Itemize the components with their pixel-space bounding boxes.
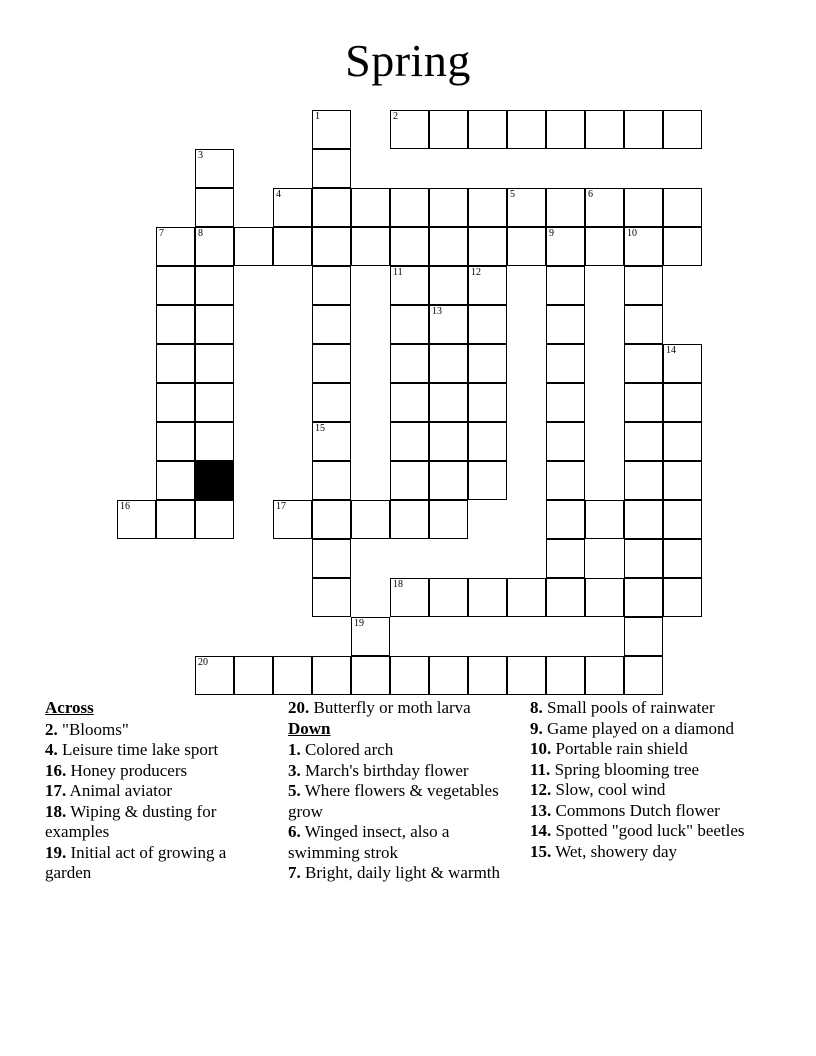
clue-text: Wet, showery day — [551, 841, 678, 861]
grid-cell[interactable] — [351, 188, 390, 227]
grid-cell-number: 9 — [549, 228, 554, 239]
grid-cell[interactable] — [429, 227, 468, 266]
clue-number: 7. — [288, 863, 301, 882]
clue-item — [530, 760, 780, 781]
clue-text: Butterfly or moth larva — [309, 698, 471, 717]
grid-cell[interactable] — [546, 656, 585, 695]
grid-cell[interactable] — [312, 344, 351, 383]
grid-cell[interactable] — [468, 422, 507, 461]
grid-cell[interactable] — [429, 422, 468, 461]
grid-cell[interactable] — [390, 578, 429, 617]
grid-cell[interactable] — [390, 110, 429, 149]
grid-cell[interactable] — [312, 461, 351, 500]
clue-text: Winged insect, also a swimming strok — [288, 822, 450, 862]
grid-cell[interactable] — [546, 227, 585, 266]
grid-cell[interactable] — [585, 188, 624, 227]
clue-item — [288, 822, 518, 863]
grid-cell[interactable] — [663, 227, 702, 266]
grid-cell[interactable] — [663, 461, 702, 500]
grid-cell-number: 17 — [276, 501, 286, 512]
clue-text: Spotted "good luck" beetles — [551, 821, 745, 840]
clue-number: 18. — [45, 801, 67, 821]
clue-number: 8. — [530, 698, 543, 717]
clue-item — [288, 740, 518, 761]
grid-cell[interactable] — [390, 422, 429, 461]
grid-cell[interactable] — [234, 656, 273, 695]
clue-item — [288, 781, 518, 822]
clue-number: 15. — [530, 841, 552, 861]
grid-cell[interactable] — [663, 578, 702, 617]
grid-cell[interactable] — [624, 617, 663, 656]
grid-cell[interactable] — [546, 110, 585, 149]
grid-cell[interactable] — [195, 422, 234, 461]
clue-number: 4. — [45, 740, 58, 759]
grid-cell[interactable] — [546, 344, 585, 383]
grid-cell[interactable] — [468, 188, 507, 227]
grid-cell[interactable] — [156, 461, 195, 500]
clue-text: Bright, daily light & warmth — [300, 863, 501, 882]
grid-cell[interactable] — [312, 383, 351, 422]
clue-text: Honey producers — [66, 760, 188, 780]
grid-cell-number: 14 — [666, 345, 676, 356]
clue-number: 3. — [288, 760, 301, 780]
grid-cell[interactable] — [234, 227, 273, 266]
grid-cell[interactable] — [624, 539, 663, 578]
grid-cell[interactable] — [429, 344, 468, 383]
grid-cell[interactable] — [273, 227, 312, 266]
grid-cell[interactable] — [468, 266, 507, 305]
grid-cell[interactable] — [546, 383, 585, 422]
clue-number: 9. — [530, 718, 543, 738]
clue-text: Colored arch — [300, 740, 394, 759]
grid-cell[interactable] — [312, 266, 351, 305]
clue-text: Portable rain shield — [551, 739, 688, 758]
grid-cell[interactable] — [468, 656, 507, 695]
clue-item — [530, 821, 780, 842]
clue-text: Small pools of rainwater — [542, 698, 715, 717]
grid-cell[interactable] — [390, 383, 429, 422]
grid-cell[interactable] — [546, 422, 585, 461]
clue-item — [45, 843, 275, 884]
clue-text: Initial act of growing a garden — [45, 842, 227, 882]
grid-cell[interactable] — [429, 110, 468, 149]
grid-cell[interactable] — [312, 110, 351, 149]
grid-cell[interactable] — [156, 266, 195, 305]
grid-cell[interactable] — [546, 500, 585, 539]
clue-number: 11. — [530, 759, 551, 779]
grid-cell[interactable] — [429, 461, 468, 500]
clue-item — [45, 761, 275, 782]
clues-column-2 — [288, 698, 518, 884]
grid-cell[interactable] — [624, 305, 663, 344]
grid-cell[interactable] — [468, 305, 507, 344]
grid-cell-number: 2 — [393, 111, 398, 122]
clue-number: 19. — [45, 842, 67, 862]
grid-cell-number: 6 — [588, 189, 593, 200]
grid-cell[interactable] — [351, 617, 390, 656]
grid-cell[interactable] — [624, 188, 663, 227]
grid-cell[interactable] — [468, 110, 507, 149]
grid-cell-number: 13 — [432, 306, 442, 317]
grid-cell-number: 12 — [471, 267, 481, 278]
clue-item — [530, 842, 780, 863]
grid-cell[interactable] — [390, 227, 429, 266]
grid-cell[interactable] — [663, 500, 702, 539]
grid-cell[interactable] — [312, 149, 351, 188]
grid-cell[interactable] — [273, 188, 312, 227]
grid-cell[interactable] — [585, 227, 624, 266]
grid-cell[interactable] — [195, 656, 234, 695]
grid-cell[interactable] — [624, 227, 663, 266]
grid-cell[interactable] — [663, 344, 702, 383]
clue-text: Spring blooming tree — [550, 759, 700, 779]
grid-cell[interactable] — [195, 149, 234, 188]
grid-cell[interactable] — [585, 500, 624, 539]
grid-cell[interactable] — [195, 266, 234, 305]
clue-number: 20. — [288, 698, 310, 717]
grid-cell[interactable] — [390, 266, 429, 305]
grid-cell[interactable] — [156, 422, 195, 461]
clue-text: March's birthday flower — [300, 760, 469, 780]
grid-cell[interactable] — [507, 227, 546, 266]
grid-cell-number: 15 — [315, 423, 325, 434]
grid-cell[interactable] — [624, 383, 663, 422]
grid-cell[interactable] — [312, 500, 351, 539]
grid-cell[interactable] — [273, 500, 312, 539]
clue-number: 6. — [288, 822, 301, 841]
grid-cell[interactable] — [624, 578, 663, 617]
grid-cell[interactable] — [429, 266, 468, 305]
clue-item — [288, 698, 518, 719]
clues-area — [0, 698, 816, 1028]
grid-cell[interactable] — [351, 227, 390, 266]
clue-item — [45, 802, 275, 843]
grid-cell[interactable] — [390, 500, 429, 539]
grid-cell[interactable] — [624, 461, 663, 500]
clue-text: Slow, cool wind — [551, 780, 666, 799]
grid-cell[interactable] — [117, 500, 156, 539]
clue-item — [530, 780, 780, 801]
grid-cell[interactable] — [429, 188, 468, 227]
clue-item — [45, 740, 275, 761]
grid-cell[interactable] — [546, 188, 585, 227]
grid-cell-number: 1 — [315, 111, 320, 122]
clue-item — [45, 720, 275, 741]
clue-number: 5. — [288, 781, 301, 800]
clue-text: Leisure time lake sport — [57, 740, 219, 759]
grid-cell[interactable] — [390, 461, 429, 500]
grid-cell[interactable] — [429, 383, 468, 422]
grid-cell[interactable] — [663, 188, 702, 227]
clues-section-heading: Across — [45, 698, 94, 717]
grid-cell[interactable] — [312, 305, 351, 344]
grid-cell[interactable] — [585, 656, 624, 695]
clue-text: Game played on a diamond — [542, 718, 734, 738]
clue-item — [288, 863, 518, 884]
clue-number: 17. — [45, 781, 67, 800]
clues-column-3 — [530, 698, 780, 862]
grid-cell[interactable] — [663, 422, 702, 461]
grid-cell[interactable] — [468, 227, 507, 266]
grid-cell[interactable] — [546, 578, 585, 617]
grid-cell[interactable] — [312, 539, 351, 578]
clue-number: 12. — [530, 780, 552, 799]
clues-section-heading: Down — [288, 718, 331, 738]
grid-cell[interactable] — [624, 422, 663, 461]
grid-cell[interactable] — [507, 656, 546, 695]
grid-cell-number: 16 — [120, 501, 130, 512]
crossword-grid[interactable] — [0, 104, 816, 704]
grid-cell[interactable] — [585, 578, 624, 617]
grid-cell[interactable] — [546, 461, 585, 500]
grid-cell[interactable] — [312, 422, 351, 461]
clue-text: "Blooms" — [57, 719, 129, 739]
grid-cell[interactable] — [507, 578, 546, 617]
grid-cell[interactable] — [429, 305, 468, 344]
clue-item — [530, 719, 780, 740]
grid-cell-number: 5 — [510, 189, 515, 200]
grid-cell[interactable] — [468, 383, 507, 422]
grid-cell[interactable] — [429, 578, 468, 617]
grid-cell[interactable] — [312, 656, 351, 695]
grid-cell[interactable] — [195, 188, 234, 227]
grid-cell[interactable] — [468, 344, 507, 383]
clue-number: 13. — [530, 800, 552, 820]
grid-cell[interactable] — [624, 656, 663, 695]
grid-cell[interactable] — [468, 578, 507, 617]
grid-cell-number: 8 — [198, 228, 203, 239]
grid-cell-number: 20 — [198, 657, 208, 668]
grid-cell[interactable] — [351, 500, 390, 539]
clue-text: Commons Dutch flower — [551, 800, 720, 820]
grid-cell[interactable] — [624, 110, 663, 149]
grid-cell[interactable] — [195, 305, 234, 344]
grid-cell-number: 7 — [159, 228, 164, 239]
clues-column-1 — [45, 698, 275, 884]
grid-cell[interactable] — [273, 656, 312, 695]
clue-item — [45, 781, 275, 802]
grid-cell[interactable] — [195, 500, 234, 539]
grid-cell[interactable] — [156, 500, 195, 539]
grid-cell[interactable] — [546, 539, 585, 578]
clue-text: Animal aviator — [66, 781, 173, 800]
grid-cell-number: 11 — [393, 267, 403, 278]
page-title: Spring — [345, 35, 471, 86]
clue-text: Wiping & dusting for examples — [45, 801, 217, 841]
clue-number: 1. — [288, 740, 301, 759]
grid-cell[interactable] — [585, 110, 624, 149]
grid-cell[interactable] — [624, 500, 663, 539]
clue-number: 2. — [45, 719, 58, 739]
grid-cell[interactable] — [429, 500, 468, 539]
grid-cell[interactable] — [312, 227, 351, 266]
clue-text: Where flowers & vegetables grow — [288, 781, 499, 821]
clue-item — [288, 761, 518, 782]
grid-cell[interactable] — [195, 383, 234, 422]
grid-cell[interactable] — [663, 110, 702, 149]
grid-cell[interactable] — [156, 344, 195, 383]
grid-cell[interactable] — [195, 227, 234, 266]
grid-cell[interactable] — [624, 266, 663, 305]
grid-cell[interactable] — [390, 344, 429, 383]
grid-cell[interactable] — [312, 578, 351, 617]
grid-cell[interactable] — [351, 656, 390, 695]
grid-cell-number: 3 — [198, 150, 203, 161]
grid-cell[interactable] — [195, 344, 234, 383]
grid-cell-number: 18 — [393, 579, 403, 590]
grid-cell[interactable] — [507, 110, 546, 149]
clue-number: 16. — [45, 760, 67, 780]
grid-cell[interactable] — [624, 344, 663, 383]
clue-number: 10. — [530, 739, 552, 758]
grid-cell[interactable] — [546, 266, 585, 305]
grid-cell[interactable] — [390, 188, 429, 227]
grid-cell-number: 10 — [627, 228, 637, 239]
clue-item — [530, 801, 780, 822]
grid-cell[interactable] — [546, 305, 585, 344]
grid-cell[interactable] — [312, 188, 351, 227]
grid-cell[interactable] — [390, 305, 429, 344]
grid-cell[interactable] — [156, 227, 195, 266]
grid-cell[interactable] — [663, 383, 702, 422]
clue-item — [530, 739, 780, 760]
clue-item — [530, 698, 780, 719]
grid-cell[interactable] — [429, 656, 468, 695]
grid-cell[interactable] — [507, 188, 546, 227]
grid-cell-number: 4 — [276, 189, 281, 200]
grid-cell[interactable] — [663, 539, 702, 578]
grid-cell[interactable] — [156, 383, 195, 422]
clue-number: 14. — [530, 821, 552, 840]
grid-cell[interactable] — [156, 305, 195, 344]
grid-cell[interactable] — [468, 461, 507, 500]
grid-cell-number: 19 — [354, 618, 364, 629]
grid-cell[interactable] — [390, 656, 429, 695]
grid-cell-blocked — [195, 461, 234, 500]
